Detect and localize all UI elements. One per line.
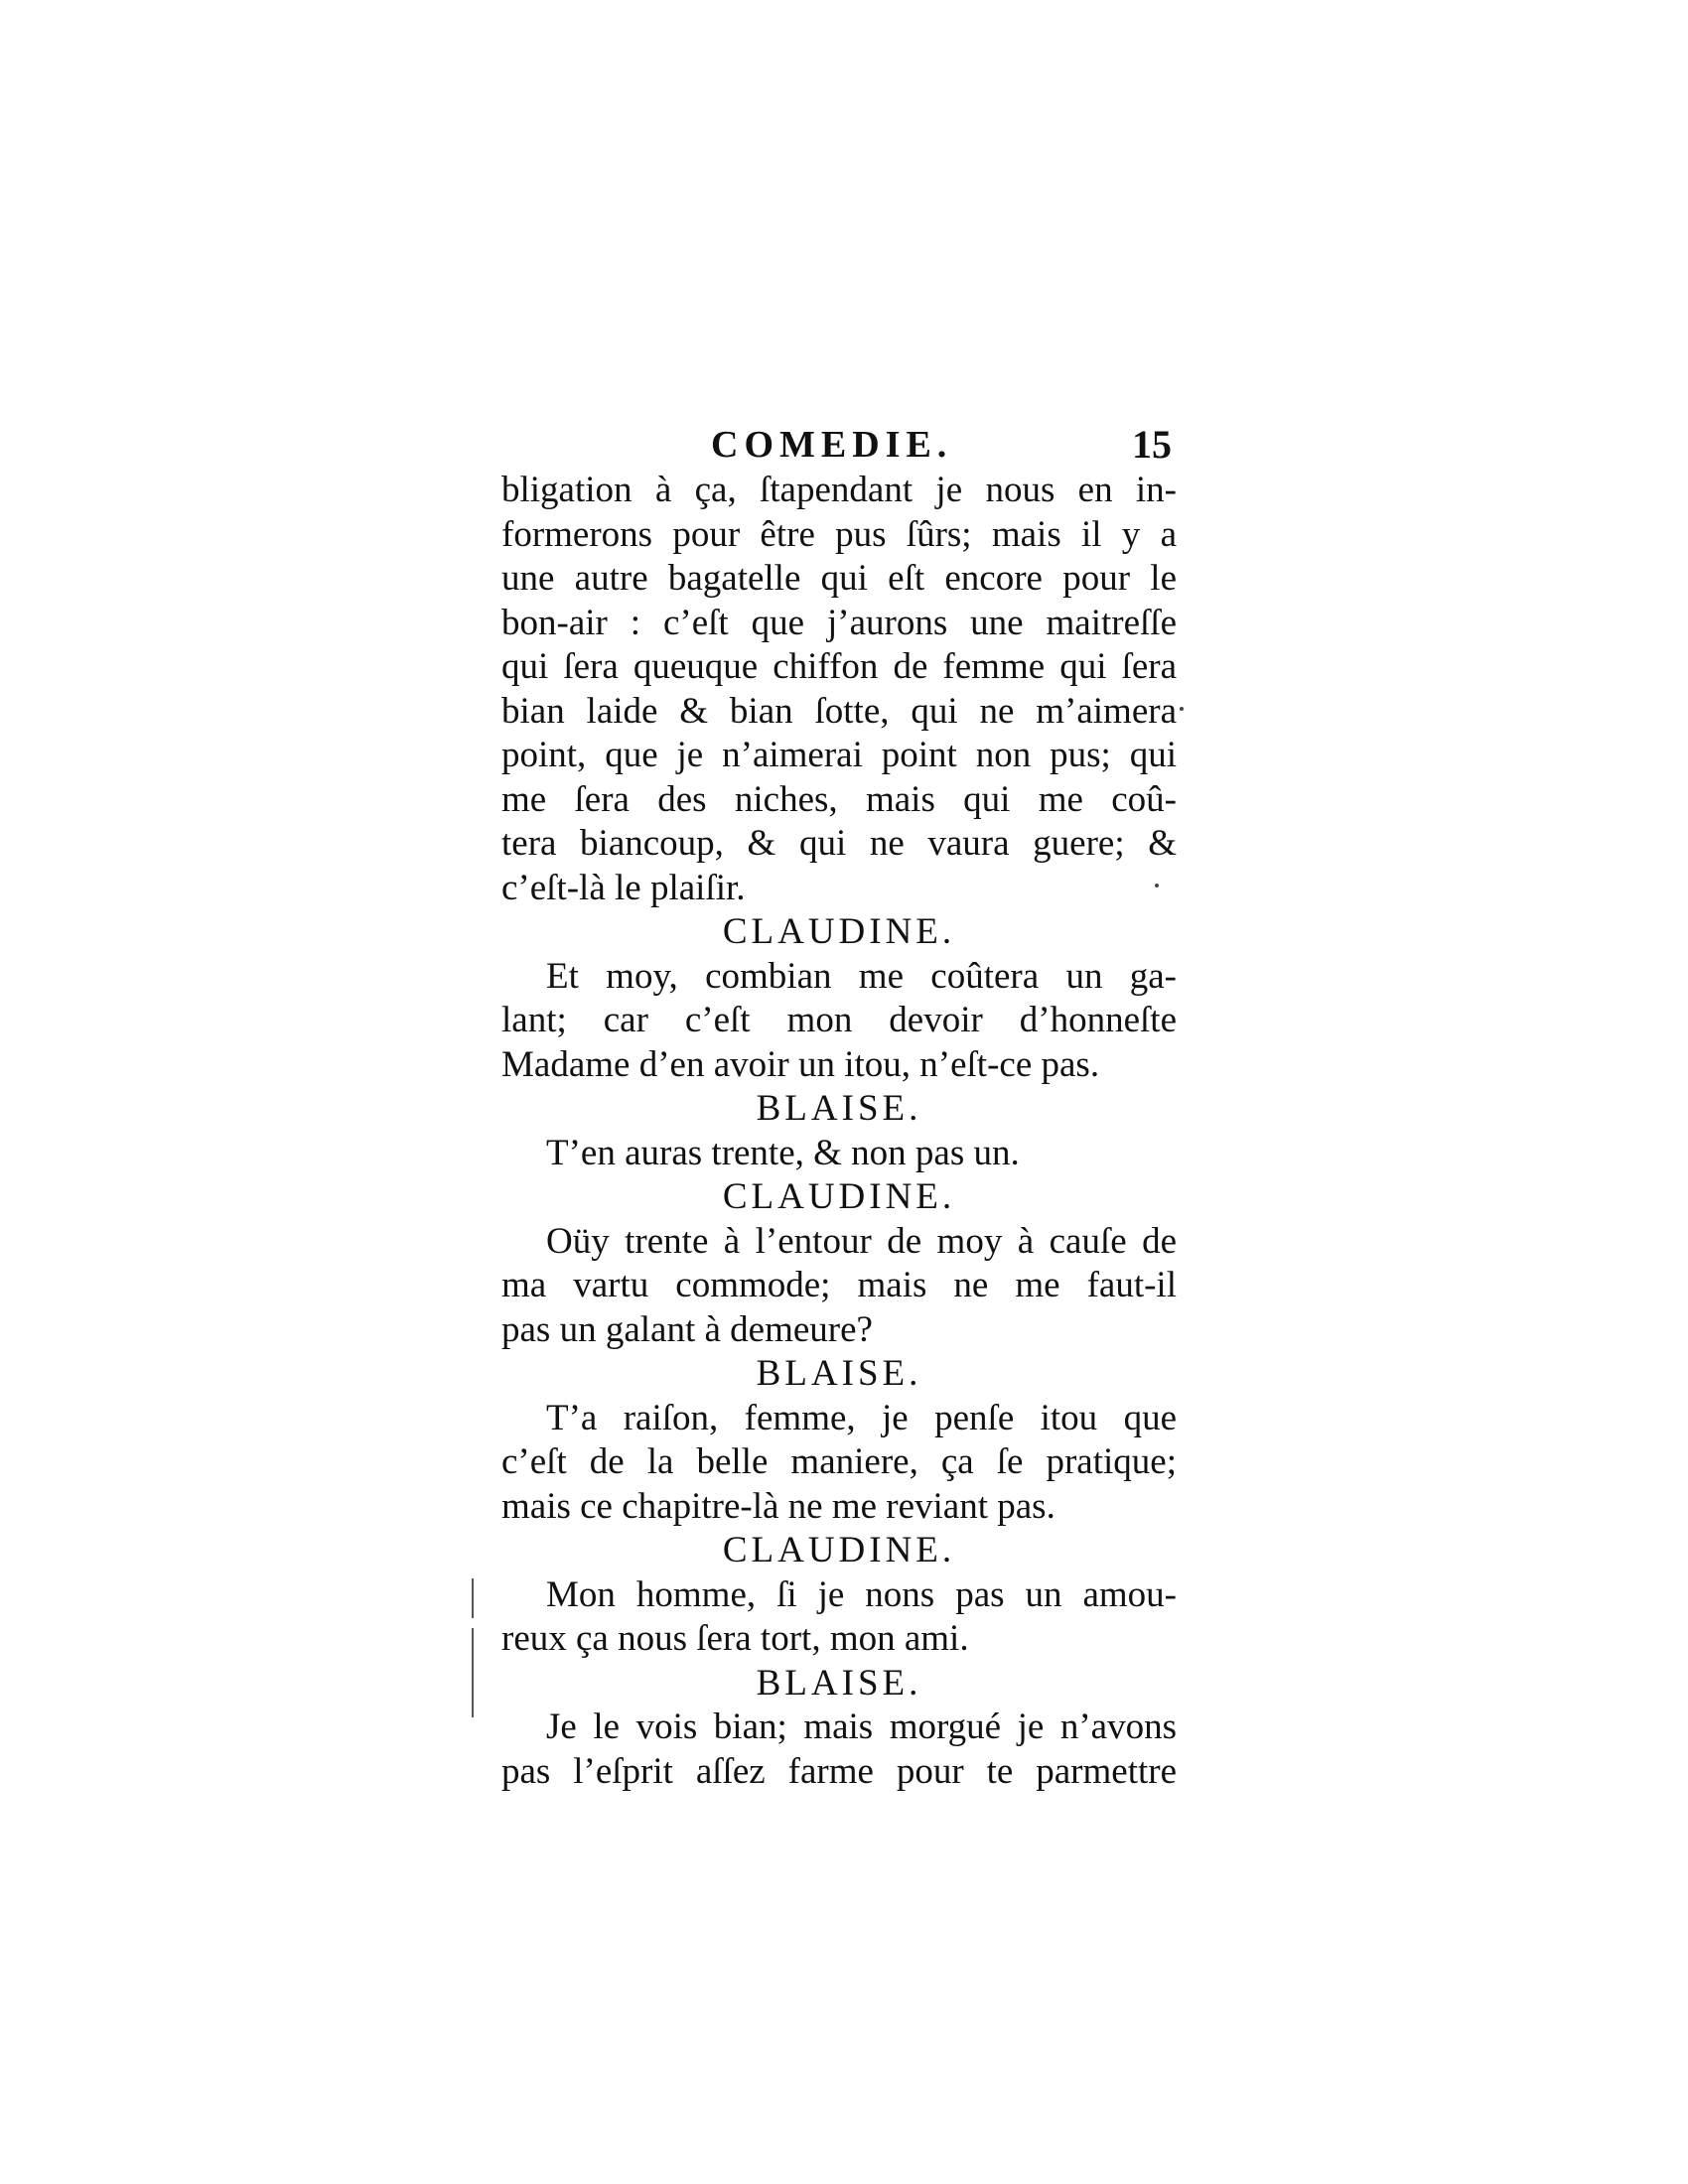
- speaker-heading: CLAUDINE.: [722, 1176, 956, 1217]
- text-line: qui ſera queuque chiffon de femme qui ſera: [501, 646, 1177, 687]
- text-line: bian laide & bian ſotte, qui ne m’aimera: [501, 690, 1177, 732]
- text-line: c’eſt-là le plaiſir.: [501, 867, 746, 908]
- speaker-heading: BLAISE.: [756, 1353, 922, 1394]
- speaker-heading: CLAUDINE.: [722, 911, 956, 952]
- text-line: reux ça nous ſera tort, mon ami.: [501, 1618, 969, 1659]
- text-line: T’a raiſon, femme, je penſe itou que: [546, 1397, 1177, 1438]
- text-line: c’eſt de la belle maniere, ça ſe pratique;: [501, 1441, 1177, 1482]
- text-line: lant; car c’eſt mon devoir d’honneſte: [501, 1000, 1177, 1040]
- speaker-heading: CLAUDINE.: [722, 1530, 956, 1570]
- text-line: Oüy trente à l’entour de moy à cauſe de: [546, 1220, 1177, 1262]
- text-line: bligation à ça, ſtapendant je nous en in-: [501, 470, 1177, 510]
- text-line: bon-air : c’eſt que j’aurons une maitreſſe: [501, 602, 1177, 643]
- running-head: [496, 417, 1172, 473]
- print-speck: [1155, 884, 1159, 887]
- text-line: Et moy, combian me coûtera un ga-: [546, 955, 1177, 997]
- text-line: tera biancoup, & qui ne vaura guere; &: [501, 823, 1177, 864]
- speaker-heading: BLAISE.: [756, 1662, 922, 1704]
- print-speck: [1180, 707, 1184, 711]
- text-line: Mon homme, ſi je nons pas un amou-: [546, 1573, 1177, 1615]
- text-line: me ſera des niches, mais qui me coû-: [501, 778, 1177, 820]
- text-line: mais ce chapitre-là ne me reviant pas.: [501, 1485, 1055, 1527]
- text-line: Madame d’en avoir un itou, n’eſt-ce pas.: [501, 1043, 1100, 1085]
- text-line: formerons pour être pus ſûrs; mais il y a: [501, 513, 1177, 555]
- running-title: COMEDIE.: [711, 424, 953, 466]
- dialogue-text: [501, 469, 1177, 1794]
- text-line: pas un galant à demeure?: [501, 1308, 873, 1350]
- text-line: Je le vois bian; mais morgué je n’avons: [546, 1706, 1177, 1747]
- speaker-heading: BLAISE.: [756, 1088, 922, 1129]
- margin-rule: [472, 1578, 474, 1618]
- margin-rule: [472, 1628, 474, 1717]
- page-number: 15: [1132, 422, 1172, 467]
- text-line: pas l’eſprit aſſez farme pour te parmettre: [501, 1750, 1177, 1792]
- text-line: ma vartu commode; mais ne me faut-il: [501, 1265, 1177, 1305]
- text-line: point, que je n’aimerai point non pus; qui: [501, 735, 1177, 775]
- text-line: T’en auras trente, & non pas un.: [546, 1132, 1020, 1173]
- text-line: une autre bagatelle qui eſt encore pour le: [501, 558, 1177, 599]
